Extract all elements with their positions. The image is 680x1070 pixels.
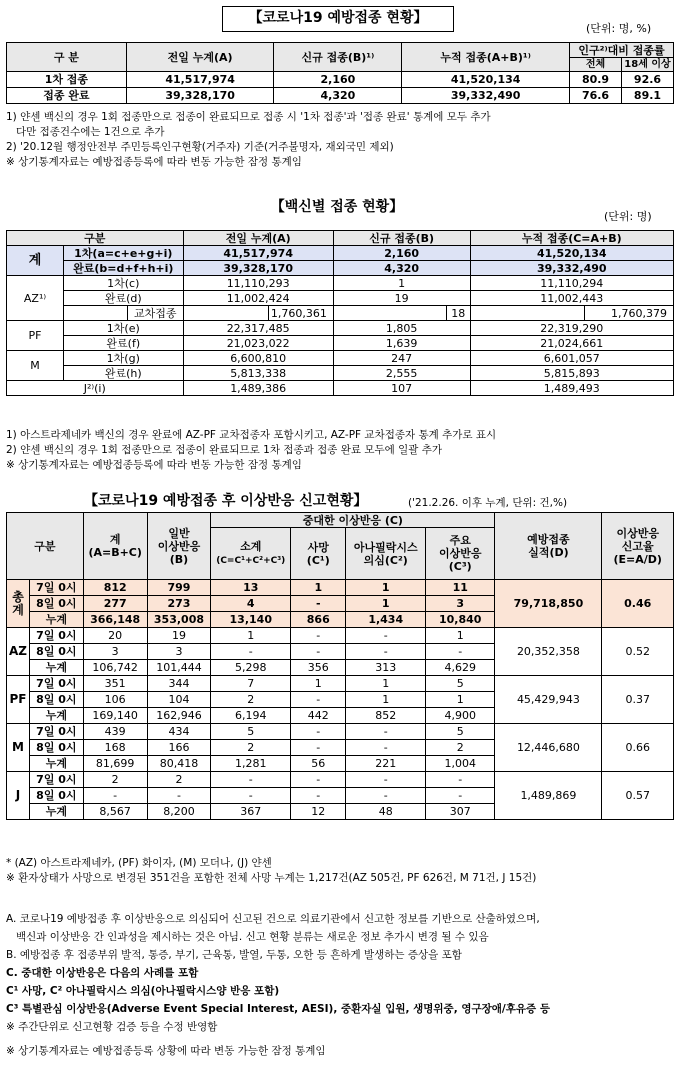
- s3-group-label: J: [7, 772, 30, 820]
- s3-h-rate-l1: 이상반응: [616, 526, 659, 540]
- s3-h-ana: [346, 528, 426, 580]
- s3-cell-total: 106,742: [83, 660, 147, 676]
- s3-cell-ana: -: [346, 740, 426, 756]
- s3-row-label: 8일 0시: [30, 692, 84, 708]
- s3-cell-total: -: [83, 788, 147, 804]
- s2-m-comp-prev: 5,813,338: [183, 366, 333, 381]
- s2-total-comp-new: 4,320: [333, 261, 470, 276]
- s2-az-cross-prev: 1,760,361: [268, 306, 333, 321]
- s2-pf-first-label: 1차(e): [63, 321, 183, 336]
- s3-cell-major: 4,629: [426, 660, 495, 676]
- s3-cell-major: 5: [426, 676, 495, 692]
- s1-note-3: 2) '20.12월 행정안전부 주민등록인구현황(거주자) 기준(거주불명자, 재외국민 제외): [6, 141, 394, 153]
- s3-h-major-l3: (C³): [448, 560, 472, 573]
- s2-pf-first-new: 1,805: [333, 321, 470, 336]
- s2-pf-first: [7, 321, 674, 336]
- s3-cell-death: 866: [291, 612, 346, 628]
- s2-total-first-new: 2,160: [333, 246, 470, 261]
- s3-cell-sub: 13: [211, 580, 291, 596]
- s2-pf-first-prev: 22,317,485: [183, 321, 333, 336]
- s3-h-gubun: 구분: [7, 513, 84, 580]
- s3-h-sub: [211, 528, 291, 580]
- s3-group-label: 총계: [7, 580, 30, 628]
- s2-unit: (단위: 명): [604, 210, 652, 223]
- s3-cell-general: -: [147, 788, 211, 804]
- s3-group-label: AZ: [7, 628, 30, 676]
- s3-note2-4: C. 중대한 이상반응은 다음의 사례를 포함: [6, 967, 199, 979]
- s3-cell-ana: 1: [346, 596, 426, 612]
- s3-group-rate: 0.52: [602, 628, 674, 676]
- s3-cell-major: 1: [426, 692, 495, 708]
- s3-cell-total: 81,699: [83, 756, 147, 772]
- s3-cell-total: 3: [83, 644, 147, 660]
- s2-total-first-prev: 41,517,974: [183, 246, 333, 261]
- s3-unit: ('21.2.26. 이후 누계, 단위: 건,%): [408, 497, 568, 509]
- s3-cell-sub: 7: [211, 676, 291, 692]
- s3-cell-general: 101,444: [147, 660, 211, 676]
- s2-az-first-prev: 11,110,293: [183, 276, 333, 291]
- s1-first-prev: 41,517,974: [126, 72, 274, 88]
- s2-pf-label: PF: [7, 321, 64, 351]
- s3-row-label: 8일 0시: [30, 788, 84, 804]
- s3-note1-1: * (AZ) 아스트라제네카, (PF) 화이자, (M) 모더나, (J) 얀센: [6, 857, 272, 869]
- s3-row-label: 8일 0시: [30, 596, 84, 612]
- s3-group-vacc: 45,429,943: [495, 676, 602, 724]
- s3-cell-major: 5: [426, 724, 495, 740]
- s3-cell-major: -: [426, 772, 495, 788]
- s3-cell-sub: -: [211, 644, 291, 660]
- s3-h-death-l1: 사망: [307, 540, 329, 554]
- s2-m-first-label: 1차(g): [63, 351, 183, 366]
- s1-table: [6, 42, 674, 104]
- s2-az-cross: [7, 306, 674, 321]
- s3-h-general-l3: (B): [169, 552, 189, 566]
- s3-cell-total: 20: [83, 628, 147, 644]
- s3-cell-total: 812: [83, 580, 147, 596]
- s3-h-major-l2: 이상반응: [438, 547, 482, 560]
- s3-h-total: [83, 513, 147, 580]
- s2-m-first-new: 247: [333, 351, 470, 366]
- s3-row-label: 누계: [30, 660, 84, 676]
- s3-row: [7, 676, 674, 692]
- s2-note-3: ※ 상기통계자료는 예방접종등록에 따라 변동 가능한 잠정 통계임: [6, 459, 302, 471]
- s3-h-general: [147, 513, 211, 580]
- s1-h-cum: 누적 접종(A+B)¹⁾: [402, 43, 570, 72]
- s3-row: [7, 628, 674, 644]
- s3-cell-general: 104: [147, 692, 211, 708]
- s3-cell-total: 8,567: [83, 804, 147, 820]
- s3-group-vacc: 79,718,850: [495, 580, 602, 628]
- s3-cell-sub: 1: [211, 628, 291, 644]
- s3-cell-major: 4,900: [426, 708, 495, 724]
- s3-cell-ana: 1: [346, 692, 426, 708]
- s3-cell-total: 2: [83, 772, 147, 788]
- s3-h-total-l1: 계: [109, 533, 121, 546]
- s2-j-new: 107: [333, 381, 470, 396]
- s3-h-serious: 중대한 이상반응 (C): [211, 513, 495, 528]
- s2-az-first-label: 1차(c): [63, 276, 183, 291]
- s3-cell-sub: -: [211, 772, 291, 788]
- s3-h-death-l2: (C¹): [306, 553, 330, 567]
- s1-comp-cum: 39,332,490: [402, 88, 570, 104]
- s3-note2-5: C¹ 사망, C² 아나필락시스 의심(아나필락시스양 반응 포함): [6, 985, 280, 997]
- s3-notes1: [6, 856, 536, 886]
- s3-cell-major: 2: [426, 740, 495, 756]
- s3-cell-sub: -: [211, 788, 291, 804]
- s3-cell-sub: 2: [211, 692, 291, 708]
- s3-row-label: 7일 0시: [30, 724, 84, 740]
- s3-cell-general: 2: [147, 772, 211, 788]
- s3-cell-total: 168: [83, 740, 147, 756]
- s3-cell-total: 366,148: [83, 612, 147, 628]
- s2-m-comp-cum: 5,815,893: [470, 366, 673, 381]
- s3-cell-death: 12: [291, 804, 346, 820]
- s3-note2-3: B. 예방접종 후 접종부위 발적, 통증, 부기, 근육통, 발열, 두통, 오한 등 흔하게 발생하는 증상을 포함: [6, 949, 462, 961]
- s3-cell-death: 1: [291, 676, 346, 692]
- s1-comp-all: 76.6: [570, 88, 622, 104]
- s2-note-1: 1) 아스트라제네카 백신의 경우 완료에 AZ-PF 교차접종자 포함시키고, AZ-PF 교차접종자 통계 추가로 표시: [6, 429, 497, 441]
- s2-az-comp-prev: 11,002,424: [183, 291, 333, 306]
- s1-note-1: 1) 얀센 백신의 경우 1회 접종만으로 접종이 완료되므로 접종 시 '1차 접종'과 '접종 완료' 통계에 모두 추가: [6, 111, 491, 123]
- s2-pf-first-cum: 22,319,290: [470, 321, 673, 336]
- s2-h-new: 신규 접종(B): [333, 231, 470, 246]
- s2-m-first: [7, 351, 674, 366]
- s3-cell-major: 307: [426, 804, 495, 820]
- s2-pf-comp-prev: 21,023,022: [183, 336, 333, 351]
- s3-cell-sub: 367: [211, 804, 291, 820]
- s3-row-label: 7일 0시: [30, 580, 84, 596]
- s1-first-all: 80.9: [570, 72, 622, 88]
- s3-body: [7, 580, 674, 820]
- s2-total-first-cum: 41,520,134: [470, 246, 673, 261]
- s3-title: 【코로나19 예방접종 후 이상반응 신고현황】: [84, 493, 368, 509]
- s1-row-first: [7, 72, 674, 88]
- s1-comp-adult: 89.1: [621, 88, 673, 104]
- s2-az-first-cum: 11,110,294: [470, 276, 673, 291]
- s3-note2-2: 백신과 이상반응 간 인과성을 제시하는 것은 아님. 신고 현황 분류는 새로운 정보 추가시 변경 될 수 있음: [6, 931, 489, 943]
- s2-title: 【백신별 접종 현황】: [242, 196, 432, 220]
- s2-az-label: AZ¹⁾: [7, 276, 64, 321]
- s3-h-ana-l2: 의심(C²): [363, 553, 408, 567]
- s2-az-cross-new: 18: [447, 306, 471, 321]
- s2-az-comp-label: 완료(d): [63, 291, 183, 306]
- s3-cell-ana: 1,434: [346, 612, 426, 628]
- s3-group-label: PF: [7, 676, 30, 724]
- s3-cell-ana: -: [346, 628, 426, 644]
- s3-cell-major: 1,004: [426, 756, 495, 772]
- s3-group-vacc: 20,352,358: [495, 628, 602, 676]
- s2-note-2: 2) 얀센 백신의 경우 1회 접종만으로 접종이 완료되므로 1차 접종과 접종 완료 모두에 일괄 추가: [6, 444, 443, 456]
- s1-unit: (단위: 명, %): [586, 22, 652, 35]
- s3-note2-7: ※ 주간단위로 신고현황 검증 등을 수정 반영함: [6, 1021, 218, 1033]
- s2-az-first-new: 1: [333, 276, 470, 291]
- s3-cell-total: 439: [83, 724, 147, 740]
- s3-h-rate: [602, 513, 674, 580]
- s3-cell-general: 162,946: [147, 708, 211, 724]
- s3-row-label: 누계: [30, 756, 84, 772]
- s3-cell-general: 353,008: [147, 612, 211, 628]
- s3-note1-2: ※ 환자상태가 사망으로 변경된 351건을 포함한 전체 사망 누계는 1,217건(AZ 505건, PF 626건, M 71건, J 15건): [6, 872, 537, 884]
- s3-table: [6, 512, 674, 820]
- s2-notes: [6, 428, 496, 473]
- s1-h-prev: 전일 누계(A): [126, 43, 274, 72]
- s2-az-first: [7, 276, 674, 291]
- s3-cell-ana: 1: [346, 676, 426, 692]
- s3-cell-death: -: [291, 596, 346, 612]
- s3-cell-general: 434: [147, 724, 211, 740]
- s3-row-label: 누계: [30, 612, 84, 628]
- s1-h-new: 신규 접종(B)¹⁾: [274, 43, 402, 72]
- s3-row-label: 7일 0시: [30, 676, 84, 692]
- s3-cell-total: 169,140: [83, 708, 147, 724]
- s3-row-label: 누계: [30, 708, 84, 724]
- s3-group-vacc: 12,446,680: [495, 724, 602, 772]
- s2-j-row: [7, 381, 674, 396]
- s3-note2-1: A. 코로나19 예방접종 후 이상반응으로 의심되어 신고된 건으로 의료기관에서 신고한 정보를 기반으로 산출하였으며,: [6, 913, 540, 925]
- s2-j-cum: 1,489,493: [470, 381, 673, 396]
- s2-total-comp-prev: 39,328,170: [183, 261, 333, 276]
- s3-cell-death: 356: [291, 660, 346, 676]
- s3-cell-death: -: [291, 628, 346, 644]
- s2-pf-comp-cum: 21,024,661: [470, 336, 673, 351]
- s3-cell-ana: 313: [346, 660, 426, 676]
- s3-h-ana-l1: 아나필락시스: [353, 540, 418, 554]
- s3-cell-death: -: [291, 692, 346, 708]
- s3-cell-general: 19: [147, 628, 211, 644]
- s2-total-first: [7, 246, 674, 261]
- s3-cell-death: -: [291, 740, 346, 756]
- s2-h-cum: 누적 접종(C=A+B): [470, 231, 673, 246]
- s3-cell-ana: 852: [346, 708, 426, 724]
- s3-cell-sub: 4: [211, 596, 291, 612]
- s3-cell-general: 3: [147, 644, 211, 660]
- s3-cell-death: -: [291, 788, 346, 804]
- s1-note-4: ※ 상기통계자료는 예방접종등록에 따라 변동 가능한 잠정 통계임: [6, 156, 302, 168]
- s3-h-major: [426, 528, 495, 580]
- s3-cell-ana: 1: [346, 580, 426, 596]
- s1-notes: [6, 110, 491, 170]
- s2-total-complete: [7, 261, 674, 276]
- s3-cell-general: 799: [147, 580, 211, 596]
- s3-cell-general: 273: [147, 596, 211, 612]
- s3-cell-death: -: [291, 772, 346, 788]
- s1-first-adult: 92.6: [621, 72, 673, 88]
- s2-total-comp-cum: 39,332,490: [470, 261, 673, 276]
- s2-m-first-prev: 6,600,810: [183, 351, 333, 366]
- s3-row: [7, 772, 674, 788]
- s3-h-rate-l2: 신고율: [621, 539, 654, 553]
- s2-az-complete: [7, 291, 674, 306]
- s3-h-death: [291, 528, 346, 580]
- s3-h-general-l2: 이상반응: [157, 539, 201, 553]
- s3-group-rate: 0.57: [602, 772, 674, 820]
- s2-j-label: J²⁾(i): [7, 381, 184, 396]
- s3-h-vacc-l2: 실적(D): [528, 546, 569, 559]
- s3-cell-total: 351: [83, 676, 147, 692]
- s3-row-label: 7일 0시: [30, 772, 84, 788]
- s3-cell-major: 11: [426, 580, 495, 596]
- s3-h-general-l1: 일반: [168, 526, 190, 540]
- s2-az-comp-cum: 11,002,443: [470, 291, 673, 306]
- s1-h-gubun: 구 분: [7, 43, 127, 72]
- s3-notes2: [6, 910, 550, 1060]
- s3-cell-total: 277: [83, 596, 147, 612]
- s2-m-comp-new: 2,555: [333, 366, 470, 381]
- s1-comp-new: 4,320: [274, 88, 402, 104]
- s3-row: [7, 724, 674, 740]
- s3-cell-sub: 6,194: [211, 708, 291, 724]
- s3-cell-ana: -: [346, 724, 426, 740]
- s2-az-cross-cum: 1,760,379: [584, 306, 673, 321]
- s3-h-major-l1: 주요: [449, 534, 471, 547]
- s2-total-comp-label: 완료(b=d+f+h+i): [63, 261, 183, 276]
- s3-cell-ana: 48: [346, 804, 426, 820]
- s2-pf-complete: [7, 336, 674, 351]
- s2-pf-comp-new: 1,639: [333, 336, 470, 351]
- s2-m-label: M: [7, 351, 64, 381]
- s1-note-2: 다만 접종건수에는 1건으로 추가: [6, 126, 165, 138]
- s3-cell-major: 1: [426, 628, 495, 644]
- s2-total-first-label: 1차(a=c+e+g+i): [63, 246, 183, 261]
- s3-h-total-l2: (A=B+C): [88, 546, 142, 559]
- s1-comp-prev: 39,328,170: [126, 88, 274, 104]
- s3-cell-major: 3: [426, 596, 495, 612]
- s3-h-sub-l1: 소계: [240, 539, 262, 553]
- s3-cell-ana: 221: [346, 756, 426, 772]
- s3-cell-death: 442: [291, 708, 346, 724]
- s3-note2-8: ※ 상기통계자료는 예방접종등록 상황에 따라 변동 가능한 잠정 통계임: [6, 1045, 326, 1057]
- s3-cell-general: 8,200: [147, 804, 211, 820]
- s3-cell-general: 80,418: [147, 756, 211, 772]
- s1-h-adult: 18세 이상: [621, 58, 673, 72]
- s2-pf-comp-label: 완료(f): [63, 336, 183, 351]
- s1-h-rate: 인구²⁾대비 접종률: [570, 43, 674, 58]
- s2-h-prev: 전일 누계(A): [183, 231, 333, 246]
- s1-h-all: 전체: [570, 58, 622, 72]
- s3-row-label: 누계: [30, 804, 84, 820]
- s2-total-label: 계: [7, 246, 64, 276]
- s3-note2-6: C³ 특별관심 이상반응(Adverse Event Special Interest, AESI), 중환자실 입원, 생명위중, 영구장애/후유증 등: [6, 1003, 550, 1015]
- s3-group-rate: 0.66: [602, 724, 674, 772]
- s3-h-vacc: [495, 513, 602, 580]
- s3-cell-sub: 5,298: [211, 660, 291, 676]
- s3-row-label: 8일 0시: [30, 644, 84, 660]
- s2-az-cross-spacer: [63, 306, 127, 321]
- s3-cell-major: 10,840: [426, 612, 495, 628]
- s2-j-prev: 1,489,386: [183, 381, 333, 396]
- s3-h-sub-l2: (C=C¹+C²+C³): [216, 555, 286, 566]
- s2-az-comp-new: 19: [333, 291, 470, 306]
- s3-cell-sub: 5: [211, 724, 291, 740]
- s3-cell-death: 1: [291, 580, 346, 596]
- s2-m-first-cum: 6,601,057: [470, 351, 673, 366]
- s2-m-comp-label: 완료(h): [63, 366, 183, 381]
- s3-row: [7, 580, 674, 596]
- s3-cell-ana: -: [346, 788, 426, 804]
- s3-group-vacc: 1,489,869: [495, 772, 602, 820]
- s3-cell-ana: -: [346, 772, 426, 788]
- s3-group-rate: 0.37: [602, 676, 674, 724]
- s3-cell-death: -: [291, 644, 346, 660]
- s3-cell-major: -: [426, 644, 495, 660]
- s3-row-label: 7일 0시: [30, 628, 84, 644]
- s3-cell-death: -: [291, 724, 346, 740]
- s3-cell-total: 106: [83, 692, 147, 708]
- s3-cell-death: 56: [291, 756, 346, 772]
- s3-cell-sub: 13,140: [211, 612, 291, 628]
- s3-cell-sub: 2: [211, 740, 291, 756]
- s2-h-gubun: 구분: [7, 231, 184, 246]
- s3-h-rate-l3: (E=A/D): [613, 552, 662, 566]
- s3-cell-ana: -: [346, 644, 426, 660]
- s3-cell-sub: 1,281: [211, 756, 291, 772]
- s1-title: 【코로나19 예방접종 현황】: [222, 6, 454, 32]
- s1-first-label: 1차 접종: [7, 72, 127, 88]
- s3-cell-general: 344: [147, 676, 211, 692]
- s1-comp-label: 접종 완료: [7, 88, 127, 104]
- s2-m-complete: [7, 366, 674, 381]
- s3-cell-general: 166: [147, 740, 211, 756]
- s2-az-cross-label: 교차접종: [127, 306, 183, 321]
- s1-first-cum: 41,520,134: [402, 72, 570, 88]
- s1-row-complete: [7, 88, 674, 104]
- s1-first-new: 2,160: [274, 72, 402, 88]
- s3-h-vacc-l1: 예방접종: [527, 533, 570, 546]
- s3-group-rate: 0.46: [602, 580, 674, 628]
- s3-group-label: M: [7, 724, 30, 772]
- s3-row-label: 8일 0시: [30, 740, 84, 756]
- s3-cell-major: -: [426, 788, 495, 804]
- s2-table: [6, 230, 674, 396]
